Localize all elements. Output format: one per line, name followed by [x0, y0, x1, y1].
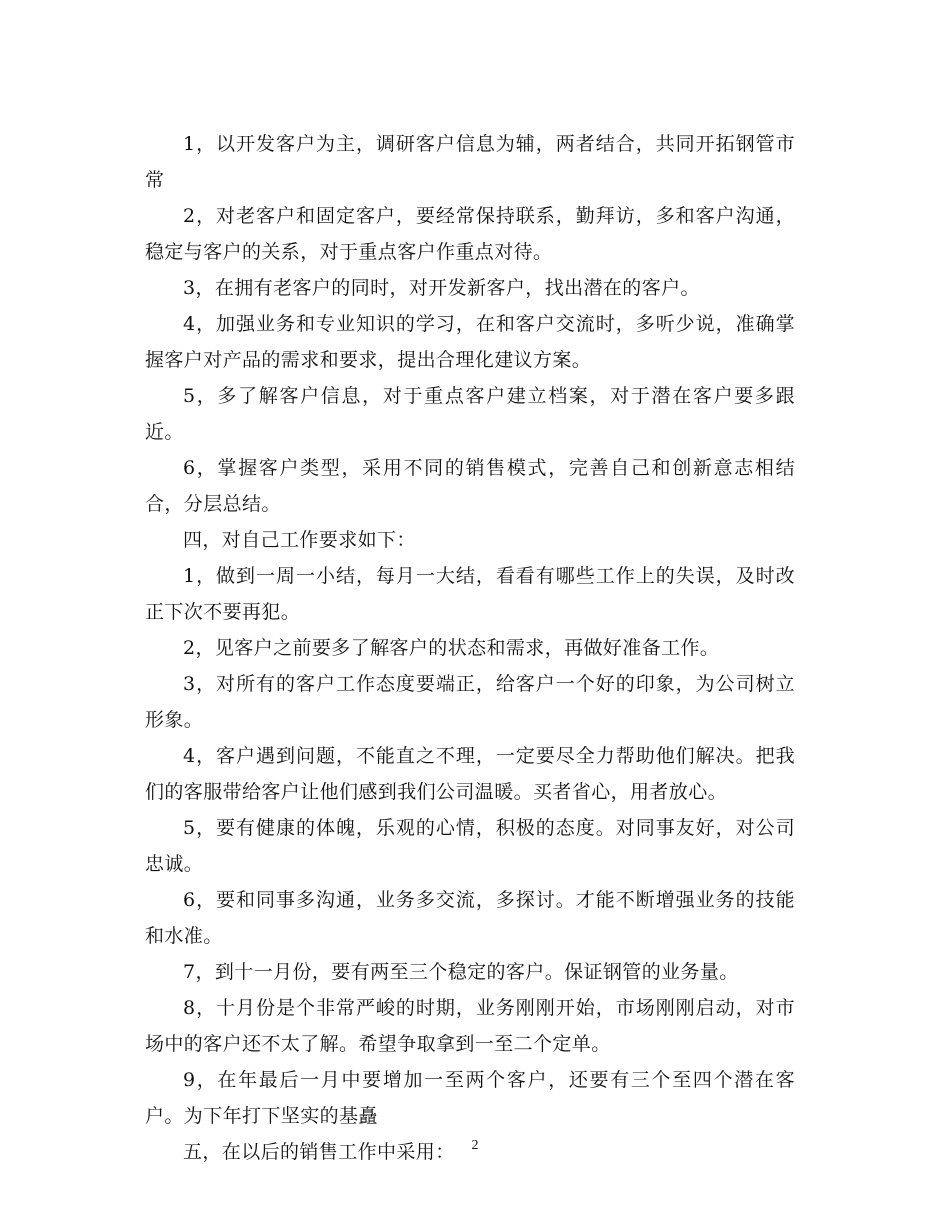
paragraph: 6，要和同事多沟通，业务多交流，多探讨。才能不断增强业务的技能和水准。 — [145, 889, 795, 947]
paragraph: 4，加强业务和专业知识的学习，在和客户交流时，多听少说，准确掌握客户对产品的需求和要求，提出合理化建议方案。 — [145, 313, 795, 371]
paragraph: 6，掌握客户类型，采用不同的销售模式，完善自己和创新意志相结合，分层总结。 — [145, 457, 795, 515]
paragraph: 7，到十一月份，要有两至三个稳定的客户。保证钢管的业务量。 — [183, 961, 739, 983]
section-heading: 五，在以后的销售工作中采用： — [183, 1141, 455, 1163]
paragraph: 3，对所有的客户工作态度要端正，给客户一个好的印象，为公司树立形象。 — [145, 673, 795, 731]
paragraph: 2，见客户之前要多了解客户的状态和需求，再做好准备工作。 — [183, 637, 720, 659]
paragraph: 1，以开发客户为主，调研客户信息为辅，两者结合，共同开拓钢管市常 — [145, 133, 795, 191]
paragraph: 2，对老客户和固定客户，要经常保持联系，勤拜访，多和客户沟通，稳定与客户的关系，对于重点客户作重点对待。 — [145, 205, 795, 263]
page-number: 2 — [471, 1138, 479, 1153]
document-body — [145, 126, 795, 1170]
paragraph: 9，在年最后一月中要增加一至两个客户，还要有三个至四个潜在客户。为下年打下坚实的基矗 — [145, 1069, 795, 1127]
paragraph: 5，要有健康的体魄，乐观的心情，积极的态度。对同事友好，对公司忠诚。 — [145, 817, 795, 875]
section-heading: 四，对自己工作要求如下： — [183, 529, 416, 551]
paragraph: 8，十月份是个非常严峻的时期，业务刚刚开始，市场刚刚启动，对市场中的客户还不太了解。希望争取拿到一至二个定单。 — [145, 997, 795, 1055]
paragraph: 4，客户遇到问题，不能直之不理，一定要尽全力帮助他们解决。把我们的客服带给客户让他们感到我们公司温暖。买者省心，用者放心。 — [145, 745, 795, 803]
paragraph: 5，多了解客户信息，对于重点客户建立档案，对于潜在客户要多跟近。 — [145, 385, 795, 443]
paragraph: 3，在拥有老客户的同时，对开发新客户，找出潜在的客户。 — [183, 277, 700, 299]
paragraph: 1，做到一周一小结，每月一大结，看看有哪些工作上的失误，及时改正下次不要再犯。 — [145, 565, 795, 623]
